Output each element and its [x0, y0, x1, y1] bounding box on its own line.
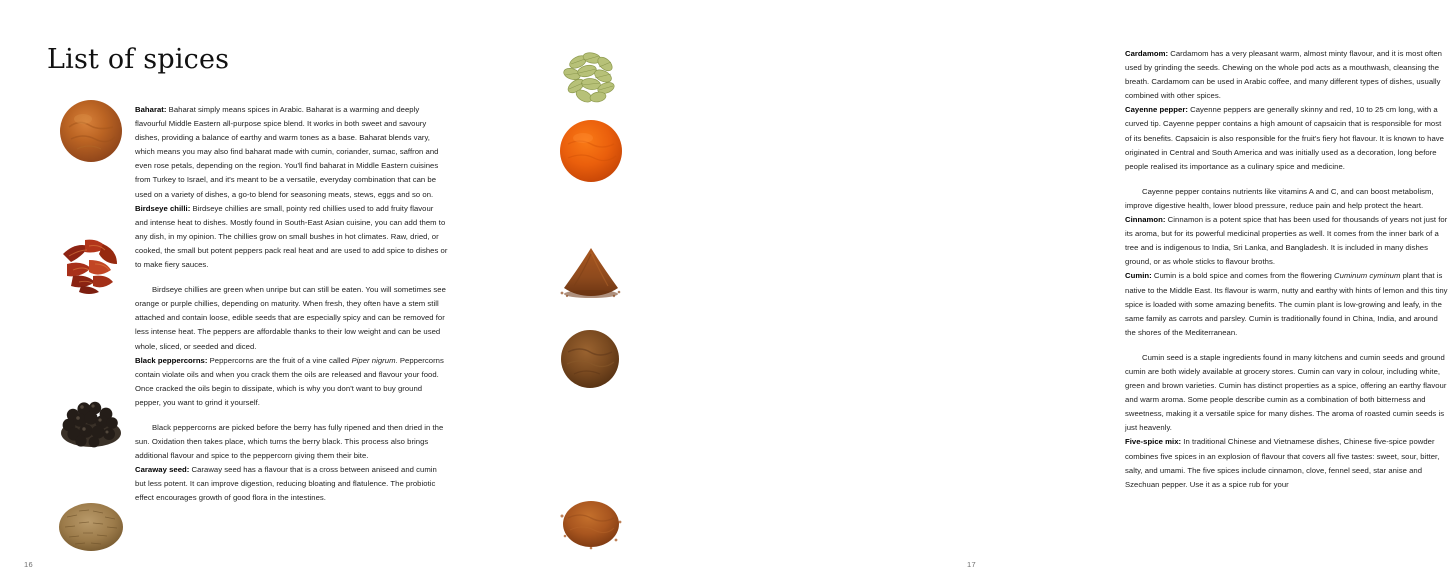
entry-cumin: [1125, 269, 1448, 435]
entry-cinnamon: [1125, 213, 1448, 269]
latin-name-cuminum-cyminum: Cuminum cyminum: [1334, 271, 1401, 281]
cumin-powder-photo: [558, 328, 622, 390]
entry-cayenne-pepper: [1125, 103, 1448, 213]
paragraph: [135, 202, 448, 272]
paragraph: [1125, 269, 1448, 339]
paragraph-text-after-italic: plant that is native to the Middle East. Its flavour is warm, nutty and earthy with hints of lemon and this tiny spice is loaded with some amazing benefits. The cumin plant is low-growing and leafy, in the same family as carrots and parsley. Cumin is traditionally found in China, India, and around the shores of the Mediterranean.: [1125, 271, 1448, 337]
latin-name-piper-nigrum: Piper nigrum: [351, 355, 396, 365]
term-cardamom: Cardamom:: [1125, 49, 1169, 58]
paragraph: [135, 103, 448, 202]
paragraph-text: Baharat simply means spices in Arabic. Baharat is a warming and deeply flavourful Middle Eastern all-purpose spice blend. It works in both sweet and savoury dishes, providing a balance of earthy and warm tones as a base. Baharat blends vary, which means you may also find baharat made with cumin, coriander, sumac, saffron and even rose petals, depending on the region. You'll find baharat in Middle Eastern cuisines from Turkey to Israel, and it's meant to be a versatile, everyday combination that can be used on a variety of dishes, a go-to blend for seasoning meats, stews, eggs and so on.: [135, 105, 439, 199]
paragraph: [135, 463, 448, 505]
five-spice-mix-photo: [558, 492, 624, 550]
paragraph: Cumin seed is a staple ingredients found in many kitchens and cumin seeds and ground cumin are both widely available at grocery stores. Cumin can vary in colour, including white, green and brown varieties. Cumin has distinct properties as a spice, offering an earthy flavour and warm aroma. Some people describe cumin as a combination of both bitterness and sweetness, making it a versatile spice for many dishes. The aroma of roasted cumin seeds is just heavenly.: [1125, 352, 1447, 433]
caraway-seed-photo: [57, 497, 125, 555]
paragraph: [1125, 435, 1448, 491]
paragraph: Cayenne pepper contains nutrients like vitamins A and C, and can boost metabolism, improve digestive health, lower blood pressure, reduce pain and help protect the heart.: [1125, 186, 1434, 210]
term-cayenne-pepper: Cayenne pepper:: [1125, 105, 1188, 115]
paragraph-text: Birdseye chillies are small, pointy red chillies used to add fruity flavour and intense heat to dishes. Mostly found in South-East Asian cuisine, you can add them to any dish, in my opinion. The chillies grow on small bushes in hot climates. Raw, dried, or cooked, the small but potent peppers pack real heat and are used to add spice to dishes or to make fiery sauces.: [135, 203, 448, 270]
paragraph-text: Cardamom has a very pleasant warm, almost minty flavour, and it is most often used by grinding the seeds. Chewing on the whole pod acts as a mouthwash, cleansing the breath. Cardamom can be used in Arabic coffee, and many different types of dishes, usually combined with other spices.: [1125, 49, 1442, 101]
term-cinnamon: Cinnamon:: [1125, 215, 1166, 225]
paragraph: [135, 354, 448, 410]
folio-left: 16: [24, 560, 33, 569]
right-page: [500, 0, 1448, 587]
entry-five-spice-mix: [1125, 435, 1448, 491]
term-birdseye-chilli: Birdseye chilli:: [135, 203, 191, 213]
term-cumin: Cumin:: [1125, 271, 1152, 281]
paragraph: [1125, 47, 1448, 103]
term-caraway-seed: Caraway seed:: [135, 465, 190, 475]
cinnamon-powder-photo: [558, 244, 624, 300]
paragraph-text: Cinnamon is a potent spice that has been used for thousands of years not just for its aroma, but for its powerful medicinal properties as well. It comes from the inner bark of a tree and is indigenous to India, Sri Lanka, and Bangladesh. It is included in many dishes ground, or as whole sticks to flavour broths.: [1125, 215, 1448, 267]
paragraph-text-before-italic: Peppercorns are the fruit of a vine called: [207, 355, 352, 365]
folio-right: 17: [967, 560, 976, 569]
right-text-column: [1125, 47, 1448, 492]
term-black-peppercorns: Black peppercorns:: [135, 355, 208, 365]
entry-baharat: [135, 103, 448, 202]
paragraph-text-before-italic: Cumin is a bold spice and comes from the flowering: [1151, 271, 1335, 281]
paragraph: Black peppercorns are picked before the berry has fully ripened and then dried in the sun. Oxidation then takes place, which turns the berry black. This process also brings additional flavour and spice to the peppercorn giving them their bite.: [135, 422, 444, 461]
birdseye-chilli-photo: [55, 230, 127, 300]
entry-black-peppercorns: [135, 354, 448, 464]
black-peppercorns-photo: [57, 387, 125, 451]
left-text-column: [135, 103, 448, 506]
paragraph-text: Cayenne peppers are generally skinny and red, 10 to 25 cm long, with a curved tip. Cayenne pepper contains a high amount of capsaicin that is responsible for most of its benefits. Capsaicin is also responsible for the fruit's fiery hot flavour. It is known to have originated in Central and South America and was initially used as a decoration, long before people realised its importance as a culinary spice and medicine.: [1125, 105, 1444, 171]
entry-birdseye-chilli: [135, 202, 448, 354]
paragraph-text: Caraway seed has a flavour that is a cross between aniseed and cumin but less potent. It can improve digestion, reducing bloating and flatulence. The probiotic effect encourages growth of good flora in the intestines.: [135, 465, 437, 503]
cardamom-pods-photo: [560, 46, 622, 108]
paragraph: [1125, 103, 1448, 173]
paragraph-text-after-italic: . Peppercorns contain violate oils and when you crack them the oils are released and flavour your food. Once cracked the oils begin to dissipate, which is why you don't want to buy ground pepper, you want to grind it yourself.: [135, 355, 444, 407]
entry-caraway-seed: [135, 463, 448, 505]
cayenne-pepper-photo: [558, 118, 624, 184]
term-five-spice-mix: Five-spice mix:: [1125, 437, 1182, 447]
baharat-powder-photo: [57, 97, 125, 165]
left-page: [0, 0, 500, 587]
paragraph: Birdseye chillies are green when unripe but can still be eaten. You will sometimes see orange or purple chillies, depending on maturity. When fresh, they often have a stem still attached and contain loose, edible seeds that are especially spicy and can be removed for less intense heat. The peppers are affordable thanks to their low weight and can be used whole, sliced, or seeded and diced.: [135, 285, 446, 351]
term-baharat: Baharat:: [135, 105, 167, 114]
page-title: List of spices: [47, 44, 230, 75]
paragraph: [1125, 213, 1448, 269]
paragraph-text: In traditional Chinese and Vietnamese dishes, Chinese five-spice powder combines five spices in an explosion of flavour that covers all five tastes: sweet, sour, bitter, salty, and umami. The five spices include cinnamon, clove, fennel seed, star anise and Szechuan pepper. Use it as a spice rub for your: [1125, 437, 1440, 489]
entry-cardamom: [1125, 47, 1448, 103]
